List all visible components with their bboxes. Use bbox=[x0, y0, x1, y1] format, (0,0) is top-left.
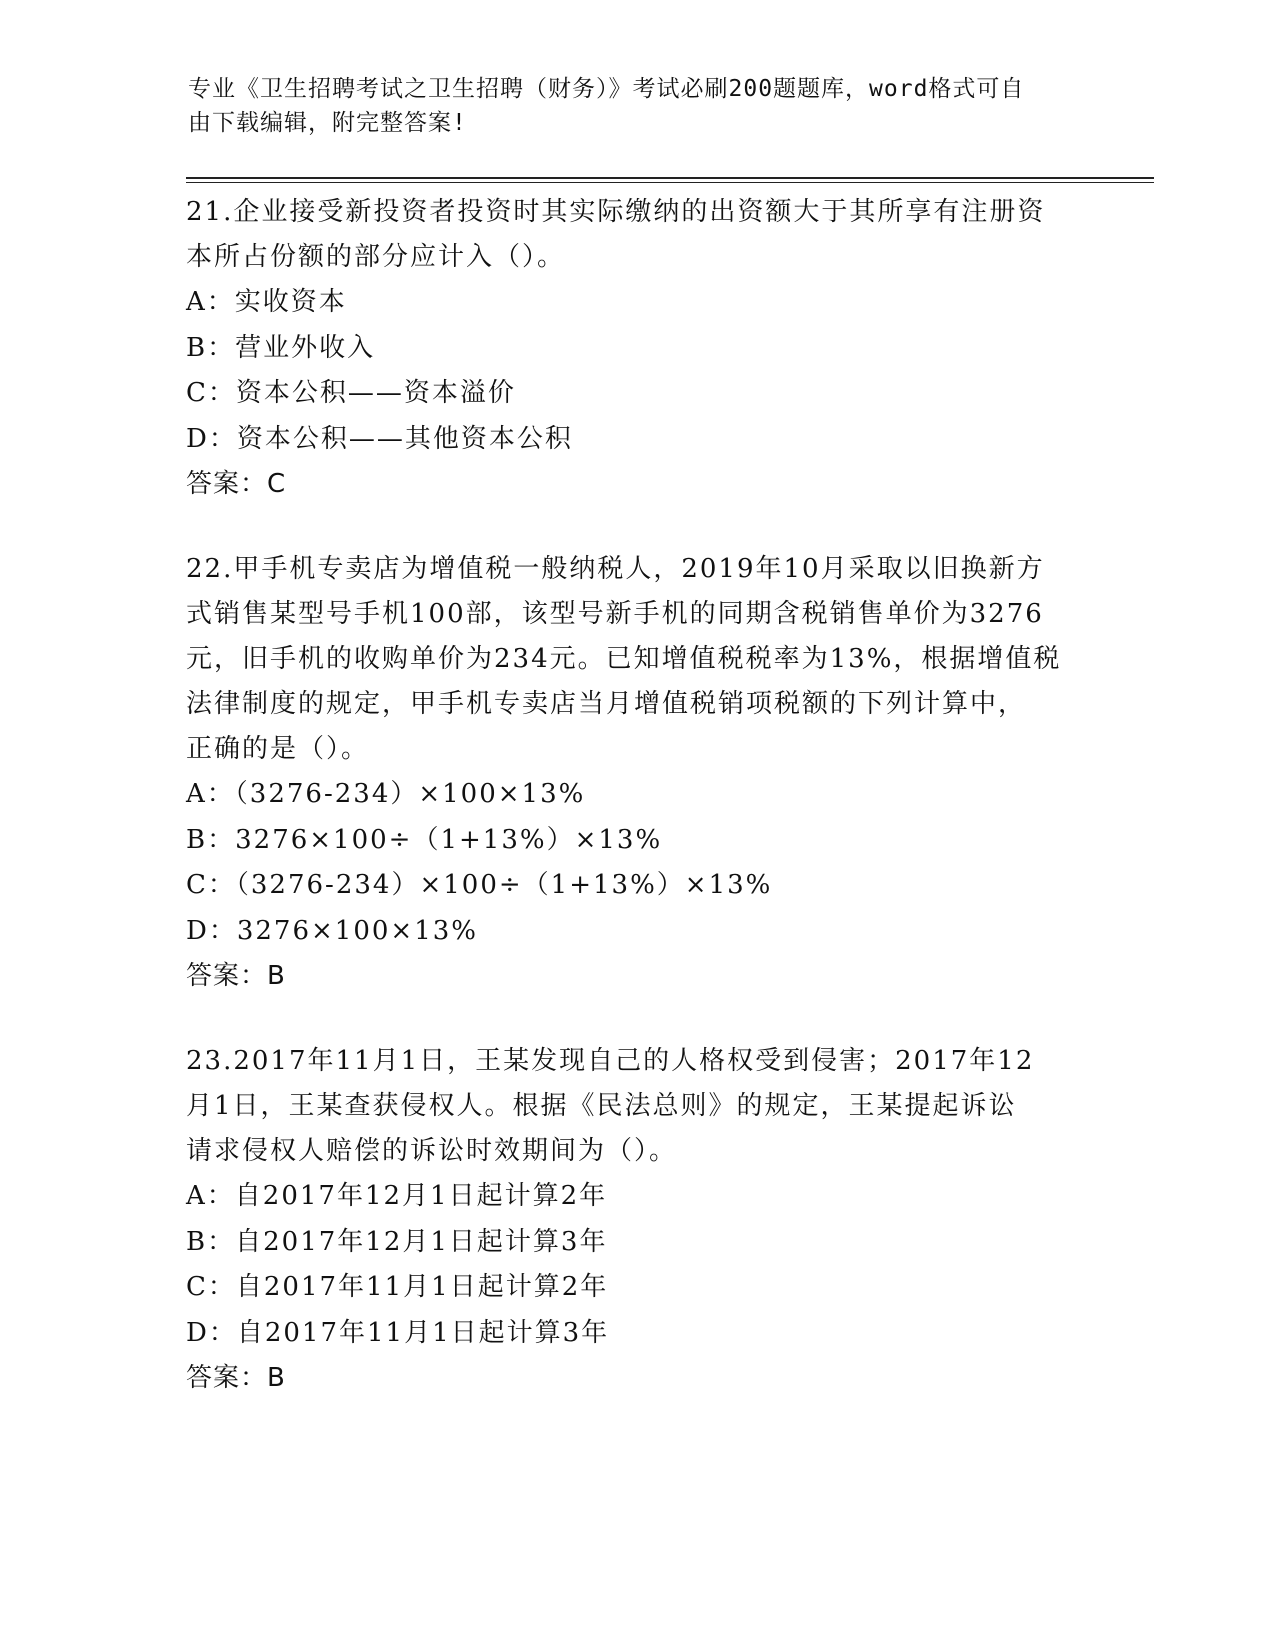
header-divider-thin bbox=[186, 182, 1154, 183]
question-stem-line: 23.2017年11月1日，王某发现自己的人格权受到侵害；2017年12 bbox=[186, 1046, 1035, 1076]
option-b: B：自2017年12月1日起计算3年 bbox=[186, 1226, 608, 1257]
question-stem-line: 21.企业接受新投资者投资时其实际缴纳的出资额大于其所享有注册资 bbox=[186, 197, 1046, 227]
question-list bbox=[186, 190, 1086, 1441]
question-stem-line: 请求侵权人赔偿的诉讼时效期间为（）。 bbox=[186, 1136, 678, 1166]
header-line-1: 专业《卫生招聘考试之卫生招聘（财务）》考试必刷200题题库，word格式可自 bbox=[188, 76, 1025, 102]
question-23 bbox=[186, 1039, 1086, 1401]
option-a: A：实收资本 bbox=[186, 287, 347, 317]
document-header bbox=[188, 72, 1078, 140]
option-b: B：营业外收入 bbox=[186, 332, 376, 363]
option-a: A：（3276-234）×100×13% bbox=[186, 779, 586, 809]
question-stem-line: 元，旧手机的收购单价为234元。已知增值税税率为13%，根据增值税 bbox=[186, 644, 1062, 674]
answer-line: 答案：B bbox=[186, 961, 286, 991]
question-stem-line: 22.甲手机专卖店为增值税一般纳税人，2019年10月采取以旧换新方 bbox=[186, 554, 1045, 584]
question-stem-line: 式销售某型号手机100部，该型号新手机的同期含税销售单价为3276 bbox=[186, 599, 1044, 629]
answer-line: 答案：B bbox=[186, 1363, 286, 1393]
option-c: C：（3276-234）×100÷（1+13%）×13% bbox=[186, 870, 773, 900]
option-d: D：资本公积——其他资本公积 bbox=[186, 423, 573, 454]
header-line-2: 由下载编辑，附完整答案! bbox=[188, 110, 467, 136]
option-d: D：自2017年11月1日起计算3年 bbox=[186, 1317, 610, 1348]
question-stem-line: 本所占份额的部分应计入（）。 bbox=[186, 242, 566, 272]
option-b: B：3276×100÷（1+13%）×13% bbox=[186, 824, 663, 855]
question-21 bbox=[186, 190, 1086, 507]
header-divider-thick bbox=[186, 177, 1154, 179]
question-stem-line: 正确的是（）。 bbox=[186, 734, 370, 764]
question-stem-line: 法律制度的规定，甲手机专卖店当月增值税销项税额的下列计算中， bbox=[186, 689, 1027, 719]
question-stem-line: 月1日，王某查获侵权人。根据《民法总则》的规定，王某提起诉讼 bbox=[186, 1091, 1017, 1121]
option-a: A：自2017年12月1日起计算2年 bbox=[186, 1181, 608, 1211]
answer-line: 答案：C bbox=[186, 469, 287, 499]
option-d: D：3276×100×13% bbox=[186, 915, 478, 946]
option-c: C：自2017年11月1日起计算2年 bbox=[186, 1272, 609, 1302]
option-c: C：资本公积——资本溢价 bbox=[186, 378, 516, 408]
question-22 bbox=[186, 547, 1086, 999]
